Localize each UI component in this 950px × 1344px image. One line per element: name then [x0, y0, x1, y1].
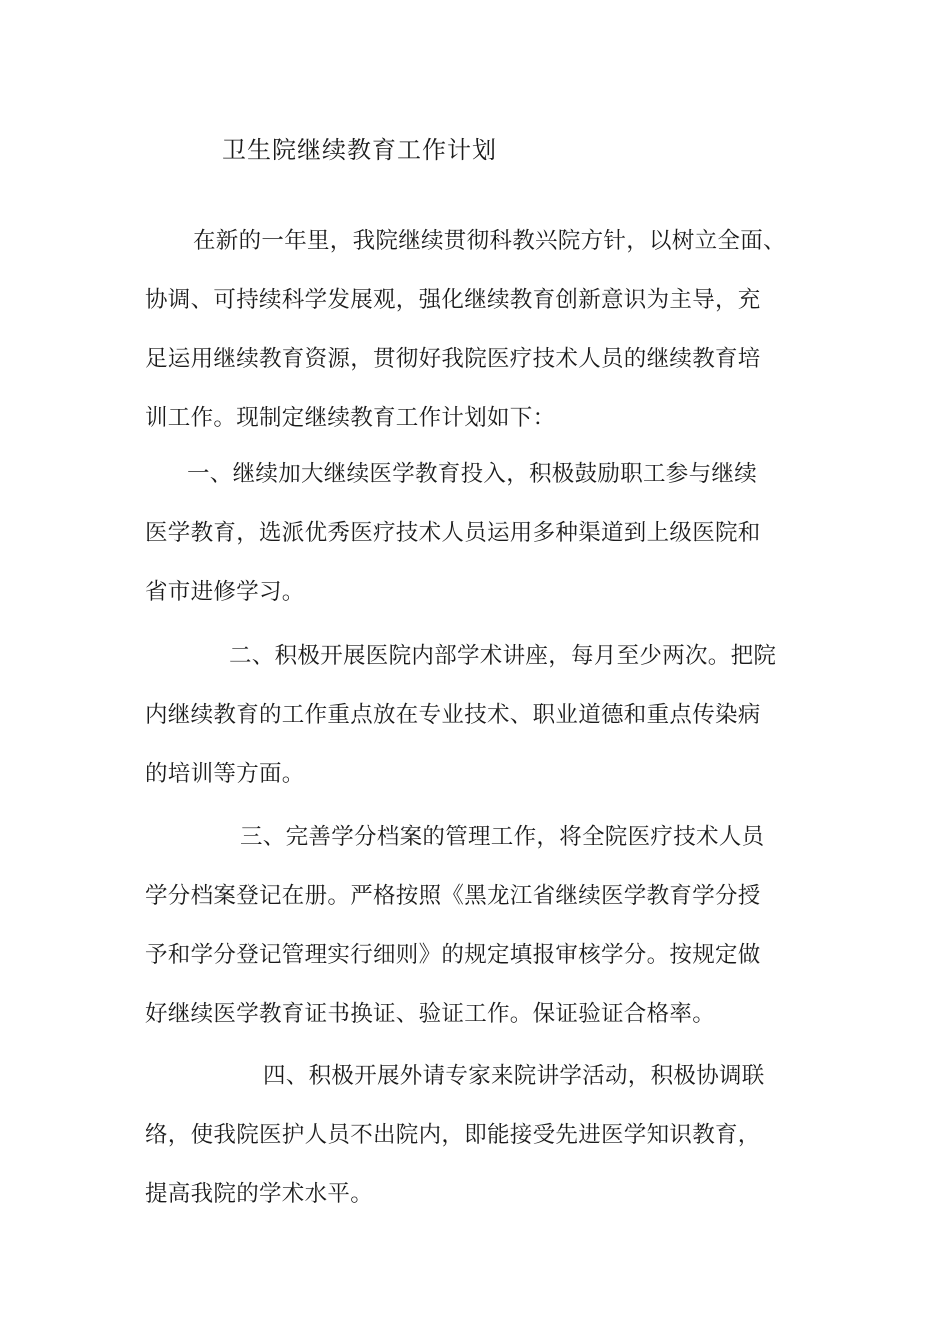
- paragraph-line: 在新的一年里，我院继续贯彻科教兴院方针，以树立全面、: [193, 228, 786, 254]
- paragraph-line: 四、积极开展外请专家来院讲学活动，积极协调联: [263, 1063, 765, 1089]
- paragraph-line: 内继续教育的工作重点放在专业技术、职业道德和重点传染病: [145, 702, 761, 728]
- paragraph-line: 学分档案登记在册。严格按照《黑龙江省继续医学教育学分授: [145, 883, 761, 909]
- paragraph-intro: [145, 212, 805, 448]
- paragraph-line: 协调、可持续科学发展观，强化继续教育创新意识为主导，充: [145, 287, 761, 313]
- paragraph-line: 好继续医学教育证书换证、验证工作。保证验证合格率。: [145, 1001, 716, 1027]
- paragraph-line: 提高我院的学术水平。: [145, 1181, 374, 1207]
- paragraph-line: 二、积极开展医院内部学术讲座，每月至少两次。把院: [229, 643, 777, 669]
- paragraph-line: 予和学分登记管理实行细则》的规定填报审核学分。按规定做: [145, 942, 761, 968]
- paragraph-line: 三、完善学分档案的管理工作，将全院医疗技术人员: [240, 824, 765, 850]
- paragraph-line: 医学教育，选派优秀医疗技术人员运用多种渠道到上级医院和: [145, 520, 761, 546]
- paragraph-item-2: [145, 627, 805, 804]
- paragraph-line: 省市进修学习。: [145, 579, 305, 605]
- paragraph-line: 足运用继续教育资源，贯彻好我院医疗技术人员的继续教育培: [145, 346, 761, 372]
- document-title: 卫生院继续教育工作计划: [222, 136, 497, 164]
- paragraph-item-4: [145, 1047, 805, 1224]
- paragraph-item-1: [145, 445, 805, 622]
- paragraph-line: 络，使我院医护人员不出院内，即能接受先进医学知识教育，: [145, 1122, 761, 1148]
- paragraph-item-3: [145, 808, 805, 1044]
- paragraph-line: 训工作。现制定继续教育工作计划如下：: [145, 405, 556, 431]
- paragraph-line: 一、继续加大继续医学教育投入，积极鼓励职工参与继续: [187, 461, 758, 487]
- paragraph-line: 的培训等方面。: [145, 761, 305, 787]
